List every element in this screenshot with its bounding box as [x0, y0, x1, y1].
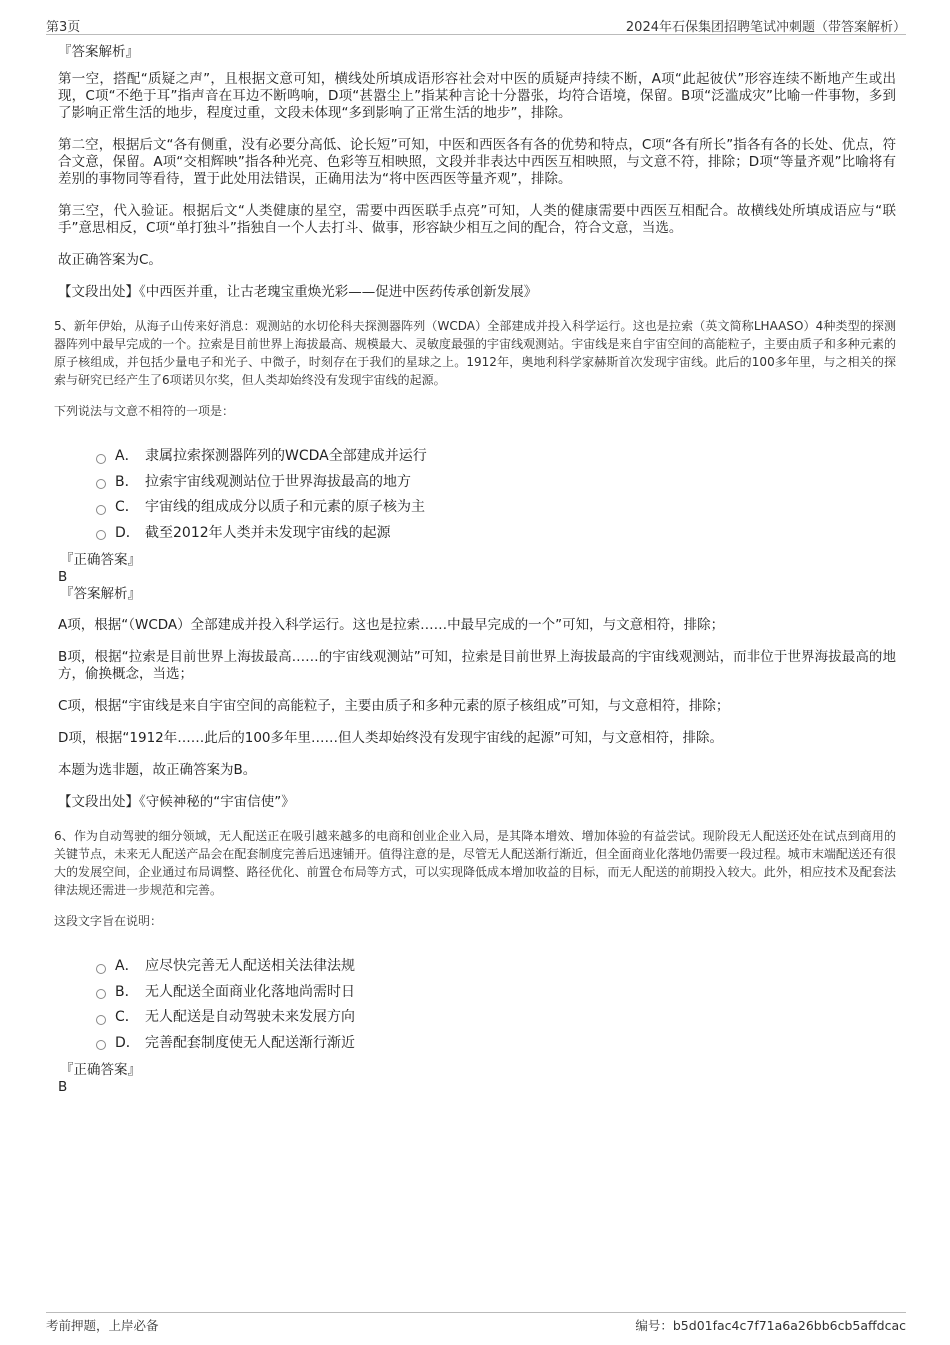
q6-option-b[interactable]	[96, 980, 896, 1006]
option-text: 截至2012年人类并未发现宇宙线的起源	[145, 524, 391, 541]
footer-slogan: 考前押题，上岸必备	[46, 1318, 159, 1333]
option-letter: C．	[115, 499, 139, 516]
q5-analysis-paragraph: C项，根据“宇宙线是来自宇宙空间的高能粒子，主要由质子和多种元素的原子核组成”可知，与文意相符，排除；	[58, 698, 730, 714]
q5-answer	[56, 552, 896, 603]
option-letter: A．	[115, 448, 139, 465]
document-code: 编号：b5d01fac4c7f71a6a26bb6cb5affdcac	[635, 1318, 906, 1333]
q6-options	[54, 954, 896, 1056]
page-number: 第3页	[46, 20, 81, 35]
answer-label: 『正确答案』	[60, 1062, 141, 1078]
page-footer	[46, 1312, 906, 1335]
q6-prompt: 这段文字旨在说明：	[54, 914, 163, 928]
option-letter: A．	[115, 958, 139, 975]
document-title: 2024年石保集团招聘笔试冲刺题（带答案解析）	[625, 20, 906, 35]
q5-conclusion: 本题为选非题，故正确答案为B。	[58, 762, 257, 778]
q6-answer	[56, 1062, 896, 1096]
option-letter: B．	[115, 983, 139, 1000]
option-text: 无人配送全面商业化落地尚需时日	[145, 983, 355, 1000]
q6-option-a[interactable]	[96, 954, 896, 980]
q5-source: 【文段出处】《守候神秘的“宇宙信使”》	[58, 794, 295, 810]
q4-analysis-paragraph: 第二空，根据后文“各有侧重，没有必要分高低、论长短”可知，中医和西医各有各的优势和特点，C项“各有所长”指各有各的长处、优点，符合文意，保留。A项“交相辉映”指各种光亮、色彩等互相映照，文段并非表达中西医互相映照，与文意不符，排除；D项“等量齐观”比喻将有差别的事物同等看待，置于此处用法错误，正确用法为“将中医西医等量齐观”，排除。	[58, 137, 896, 187]
option-letter: C．	[115, 1009, 139, 1026]
q5-prompt: 下列说法与文意不相符的一项是：	[54, 404, 235, 418]
option-text: 无人配送是自动驾驶未来发展方向	[145, 1009, 355, 1026]
q4-analysis-paragraph: 第三空，代入验证。根据后文“人类健康的星空，需要中西医联手点亮”可知，人类的健康需要中西医互相配合。故横线处所填成语应与“联手”意思相反，C项“单打独斗”指独自一个人去打斗、做事，形容缺少相互之间的配合，符合文意，当选。	[58, 203, 896, 236]
radio-icon[interactable]	[96, 989, 106, 999]
option-text: 完善配套制度使无人配送渐行渐近	[145, 1034, 355, 1051]
q5-stem: 5、新年伊始，从海子山传来好消息：观测站的水切伦科夫探测器阵列（WCDA）全部建成并投入科学运行。这也是拉索（英文简称LHAASO）4种类型的探测器阵列中最早完成的一个。拉索是目前世界上海拔最高、规模最大、灵敏度最强的宇宙线观测站。宇宙线是来自宇宙空间的高能粒子，主要由质子和多种元素的原子核组成，并包括少量电子和光子、中微子，时刻存在于我们的星球之上。1912年，奥地利科学家赫斯首次发现宇宙线。此后的100多年里，与之相关的探索与研究已经产生了6项诺贝尔奖，但人类却始终没有发现宇宙线的起源。	[54, 319, 896, 387]
option-letter: D．	[115, 1034, 140, 1051]
option-text: 拉索宇宙线观测站位于世界海拔最高的地方	[145, 473, 411, 490]
q5-analysis-paragraph: A项，根据“（WCDA）全部建成并投入科学运行。这也是拉索……中最早完成的一个”可知，与文意相符，排除；	[58, 617, 725, 633]
radio-icon[interactable]	[96, 964, 106, 974]
option-text: 应尽快完善无人配送相关法律法规	[145, 958, 355, 975]
option-letter: D．	[115, 524, 140, 541]
option-text: 隶属拉索探测器阵列的WCDA全部建成并运行	[145, 448, 427, 465]
q5-option-b[interactable]	[96, 470, 896, 496]
q6-option-c[interactable]	[96, 1005, 896, 1031]
radio-icon[interactable]	[96, 530, 106, 540]
analysis-label: 『答案解析』	[60, 586, 141, 602]
q5-option-d[interactable]	[96, 521, 896, 547]
q6-stem: 6、作为自动驾驶的细分领域，无人配送正在吸引越来越多的电商和创业企业入局，是其降本增效、增加体验的有益尝试。现阶段无人配送还处在试点到商用的关键节点，未来无人配送产品会在配套制度完善后迅速铺开。值得注意的是，尽管无人配送渐行渐近，但全面商业化落地仍需要一段过程。城市末端配送还有很大的发展空间，企业通过布局调整、路径优化、前置仓布局等方式，可以实现降低成本增加收益的目标，而无人配送的前期投入较大。此外，相应技术及配套法律法规还需进一步规范和完善。	[54, 829, 896, 897]
option-letter: B．	[115, 473, 139, 490]
q5-option-a[interactable]	[96, 444, 896, 470]
q4-conclusion: 故正确答案为C。	[58, 252, 162, 268]
page-content	[54, 44, 896, 1104]
q5-analysis-paragraph: B项，根据“拉索是目前世界上海拔最高……的宇宙线观测站”可知，拉索是目前世界上海拔最高的宇宙线观测站，而非位于世界海拔最高的地方，偷换概念，当选；	[58, 649, 896, 682]
q5-option-c[interactable]	[96, 495, 896, 521]
q4-source: 【文段出处】《中西医并重，让古老瑰宝重焕光彩——促进中医药传承创新发展》	[58, 284, 538, 300]
radio-icon[interactable]	[96, 505, 106, 515]
radio-icon[interactable]	[96, 1040, 106, 1050]
radio-icon[interactable]	[96, 454, 106, 464]
q5-options	[54, 444, 896, 546]
answer-label: 『正确答案』	[60, 552, 141, 568]
option-text: 宇宙线的组成成分以质子和元素的原子核为主	[145, 499, 425, 516]
radio-icon[interactable]	[96, 479, 106, 489]
q4-analysis-paragraph: 第一空，搭配“质疑之声”，且根据文意可知，横线处所填成语形容社会对中医的质疑声持续不断，A项“此起彼伏”形容连续不断地产生或出现，C项“不绝于耳”指声音在耳边不断鸣响，D项“甚嚣尘上”指某种言论十分嚣张，均符合语境，保留。B项“泛滥成灾”比喻一件事物，多到了影响正常生活的地步，程度过重，文段未体现“多到影响了正常生活的地步”，排除。	[58, 71, 896, 121]
q5-analysis-paragraph: D项，根据“1912年……此后的100多年里……但人类却始终没有发现宇宙线的起源”可知，与文意相符，排除。	[58, 730, 724, 746]
answer-value: B	[58, 1079, 68, 1095]
answer-value: B	[58, 569, 68, 585]
radio-icon[interactable]	[96, 1015, 106, 1025]
q6-option-d[interactable]	[96, 1031, 896, 1057]
q4-analysis-label: 『答案解析』	[58, 44, 139, 60]
page-header	[46, 14, 906, 35]
